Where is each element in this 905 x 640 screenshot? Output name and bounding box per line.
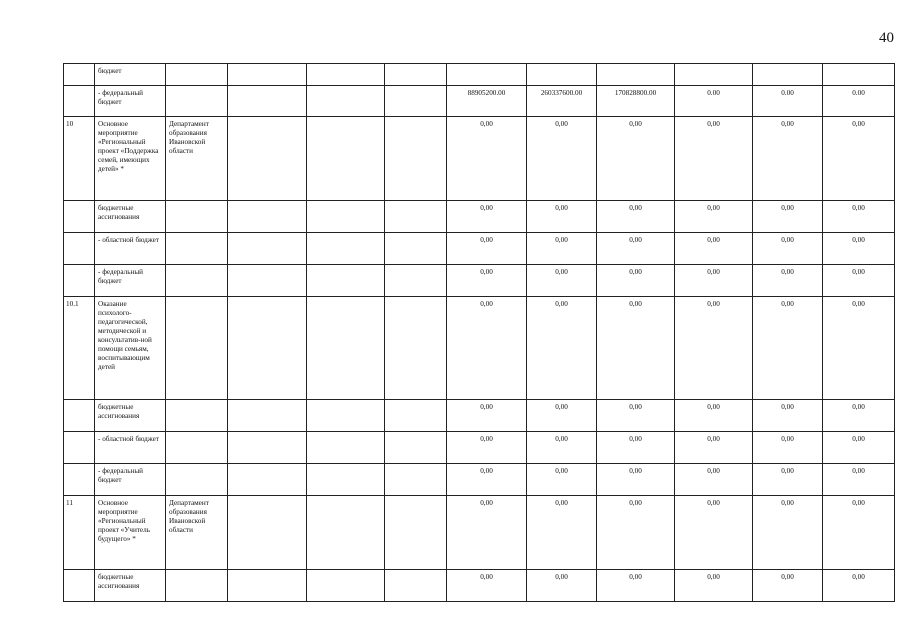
row-executor-cell [166, 86, 228, 117]
value-cell: 0,00 [527, 297, 597, 400]
empty-cell [228, 86, 307, 117]
value-cell: 0,00 [823, 432, 895, 464]
row-index-cell: 10 [64, 117, 95, 201]
value-cell: 0,00 [753, 117, 823, 201]
value-cell: 0,00 [753, 233, 823, 265]
row-name-cell: Основное мероприятие «Региональный проект «Учитель будущего» * [95, 496, 166, 570]
value-cell: 0,00 [675, 233, 753, 265]
row-index-cell: 11 [64, 496, 95, 570]
value-cell: 0,00 [823, 201, 895, 233]
value-cell: 0.00 [753, 86, 823, 117]
value-cell: 0,00 [753, 201, 823, 233]
row-name-cell: - федеральный бюджет [95, 86, 166, 117]
empty-cell [228, 64, 307, 86]
value-cell [753, 64, 823, 86]
value-cell: 0,00 [675, 265, 753, 297]
empty-cell [228, 117, 307, 201]
value-cell: 0,00 [753, 496, 823, 570]
value-cell: 0,00 [597, 400, 675, 432]
value-cell: 0,00 [597, 570, 675, 602]
value-cell: 0,00 [753, 570, 823, 602]
table-row [64, 496, 895, 570]
value-cell: 0,00 [675, 400, 753, 432]
table-row [64, 117, 895, 201]
empty-cell [228, 570, 307, 602]
value-cell: 0,00 [823, 570, 895, 602]
value-cell: 0.00 [823, 86, 895, 117]
row-executor-cell [166, 233, 228, 265]
table-row [64, 233, 895, 265]
value-cell: 0,00 [675, 570, 753, 602]
value-cell: 0,00 [527, 117, 597, 201]
row-name-cell: - областной бюджет [95, 432, 166, 464]
empty-cell [385, 432, 447, 464]
empty-cell [385, 265, 447, 297]
empty-cell [385, 233, 447, 265]
empty-cell [385, 64, 447, 86]
row-index-cell [64, 400, 95, 432]
value-cell: 260337600.00 [527, 86, 597, 117]
empty-cell [307, 297, 385, 400]
table-row [64, 400, 895, 432]
value-cell: 0,00 [823, 496, 895, 570]
value-cell: 0,00 [675, 117, 753, 201]
row-name-cell: Основное мероприятие «Региональный проект «Поддержка семей, имеющих детей» * [95, 117, 166, 201]
row-index-cell [64, 265, 95, 297]
empty-cell [307, 86, 385, 117]
value-cell: 0,00 [447, 464, 527, 496]
value-cell: 0,00 [823, 265, 895, 297]
page-number: 40 [879, 30, 894, 46]
value-cell: 0,00 [675, 432, 753, 464]
row-executor-cell: Департамент образования Ивановской области [166, 117, 228, 201]
row-name-cell: бюджет [95, 64, 166, 86]
row-executor-cell [166, 201, 228, 233]
value-cell: 0,00 [447, 265, 527, 297]
row-name-cell: бюджетные ассигнования [95, 400, 166, 432]
table-row [64, 64, 895, 86]
row-executor-cell [166, 570, 228, 602]
row-index-cell [64, 464, 95, 496]
empty-cell [228, 496, 307, 570]
value-cell [823, 64, 895, 86]
value-cell: 0,00 [527, 265, 597, 297]
row-index-cell [64, 201, 95, 233]
row-name-cell: - федеральный бюджет [95, 265, 166, 297]
empty-cell [385, 464, 447, 496]
value-cell: 0,00 [527, 233, 597, 265]
value-cell [447, 64, 527, 86]
table-row [64, 265, 895, 297]
table-row [64, 464, 895, 496]
value-cell: 0,00 [447, 496, 527, 570]
table-row [64, 432, 895, 464]
empty-cell [228, 201, 307, 233]
row-executor-cell [166, 265, 228, 297]
row-name-cell: бюджетные ассигнования [95, 570, 166, 602]
value-cell: 0,00 [823, 117, 895, 201]
empty-cell [385, 86, 447, 117]
value-cell: 0,00 [675, 201, 753, 233]
empty-cell [228, 464, 307, 496]
value-cell: 0,00 [823, 297, 895, 400]
row-name-cell: - областной бюджет [95, 233, 166, 265]
value-cell: 0,00 [527, 432, 597, 464]
value-cell: 0,00 [597, 201, 675, 233]
value-cell: 0,00 [447, 432, 527, 464]
value-cell: 0,00 [447, 297, 527, 400]
row-index-cell [64, 432, 95, 464]
value-cell: 88905200.00 [447, 86, 527, 117]
empty-cell [385, 570, 447, 602]
value-cell: 0,00 [597, 432, 675, 464]
value-cell: 0,00 [447, 201, 527, 233]
empty-cell [385, 201, 447, 233]
row-index-cell [64, 86, 95, 117]
value-cell [597, 64, 675, 86]
row-executor-cell [166, 464, 228, 496]
value-cell [675, 64, 753, 86]
value-cell: 0,00 [447, 570, 527, 602]
value-cell: 0,00 [527, 570, 597, 602]
value-cell: 0,00 [823, 400, 895, 432]
empty-cell [307, 570, 385, 602]
row-index-cell [64, 233, 95, 265]
value-cell: 0,00 [527, 400, 597, 432]
value-cell: 0,00 [597, 496, 675, 570]
value-cell: 0,00 [447, 233, 527, 265]
value-cell: 0,00 [597, 117, 675, 201]
value-cell: 0,00 [753, 297, 823, 400]
value-cell: 0,00 [753, 400, 823, 432]
empty-cell [385, 297, 447, 400]
value-cell: 0.00 [675, 86, 753, 117]
row-executor-cell [166, 64, 228, 86]
value-cell: 0,00 [823, 464, 895, 496]
row-executor-cell [166, 297, 228, 400]
empty-cell [307, 64, 385, 86]
table-row [64, 86, 895, 117]
empty-cell [228, 432, 307, 464]
row-index-cell [64, 64, 95, 86]
value-cell: 0,00 [527, 201, 597, 233]
empty-cell [307, 233, 385, 265]
row-name-cell: бюджетные ассигнования [95, 201, 166, 233]
empty-cell [307, 265, 385, 297]
value-cell: 0,00 [597, 464, 675, 496]
empty-cell [307, 496, 385, 570]
value-cell: 0,00 [753, 464, 823, 496]
value-cell: 0,00 [597, 233, 675, 265]
value-cell: 0,00 [675, 464, 753, 496]
value-cell: 0,00 [447, 117, 527, 201]
empty-cell [307, 432, 385, 464]
table-row [64, 297, 895, 400]
budget-table [63, 63, 895, 602]
value-cell: 0,00 [823, 233, 895, 265]
value-cell: 0,00 [597, 265, 675, 297]
empty-cell [228, 297, 307, 400]
row-executor-cell [166, 432, 228, 464]
table-row [64, 201, 895, 233]
row-index-cell [64, 570, 95, 602]
value-cell: 0,00 [675, 297, 753, 400]
value-cell: 0,00 [753, 265, 823, 297]
table-row [64, 570, 895, 602]
empty-cell [307, 201, 385, 233]
row-name-cell: Оказание психолого-педагогической, методической и консультатив-ной помощи семьям, воспитывающим детей [95, 297, 166, 400]
empty-cell [307, 400, 385, 432]
value-cell: 0,00 [447, 400, 527, 432]
empty-cell [385, 496, 447, 570]
empty-cell [385, 117, 447, 201]
value-cell: 0,00 [597, 297, 675, 400]
empty-cell [228, 233, 307, 265]
empty-cell [307, 117, 385, 201]
value-cell: 0,00 [527, 464, 597, 496]
value-cell [527, 64, 597, 86]
value-cell: 170828800.00 [597, 86, 675, 117]
empty-cell [228, 400, 307, 432]
row-index-cell: 10.1 [64, 297, 95, 400]
value-cell: 0,00 [527, 496, 597, 570]
empty-cell [307, 464, 385, 496]
value-cell: 0,00 [753, 432, 823, 464]
value-cell: 0,00 [675, 496, 753, 570]
row-executor-cell [166, 400, 228, 432]
empty-cell [228, 265, 307, 297]
row-executor-cell: Департамент образования Ивановской области [166, 496, 228, 570]
empty-cell [385, 400, 447, 432]
row-name-cell: - федеральный бюджет [95, 464, 166, 496]
